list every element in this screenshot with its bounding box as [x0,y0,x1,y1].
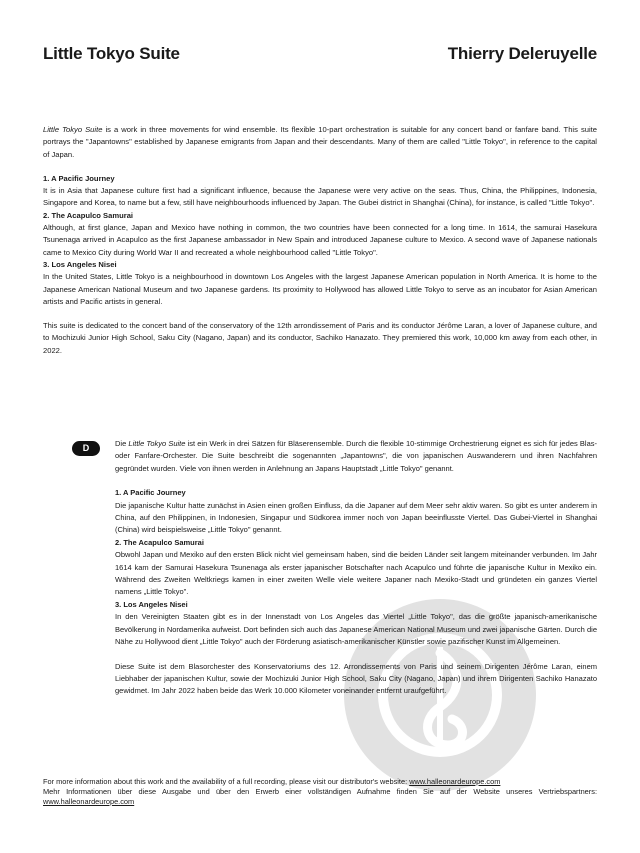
page-footer [43,777,597,807]
english-section-1-text: It is in Asia that Japanese culture first had a significant influence, because the Japanese were very active on the seas. Thus, China, the Philippines, Indonesia, Singapore and Korea, to name but a few, still have neighbourhoods influenced by Japan. The Gubei district in Shanghai (China), for instance, is called "Little Tokyo". [43,186,597,208]
german-description [115,438,597,698]
footer-german [43,787,597,807]
german-dedication: Diese Suite ist dem Blasorchester des Konservatoriums des 12. Arrondissements von Paris und seinem Dirigenten Jérôme Laran, einem Liebhaber der japanischen Kultur, sowie der Mochizuki Junior High School, Saku City (Nagano, Japan) und ihrem Dirigenten Sachiko Hanazato gewidmet. Im Jahr 2022 haben beide das Werk 10.000 Kilometer voneinander entfernt uraufgeführt. [115,661,597,696]
distributor-link-german[interactable]: www.halleonardeurope.com [43,797,135,806]
german-intro-text: ist ein Werk in drei Sätzen für Bläserensemble. Durch die flexible 10-stimmige Orchestrierung eignet es sich für jedes Blas- oder Fanfare-Orchester. Die Suite beschreibt die sogenannten „Japantowns", die von japanischen Auswanderern und ihren Nachfahren gegründet wurden. Viele von ihnen werden in Anlehnung an Japans Hauptstadt „Little Tokyo" genannt. [115,439,598,473]
english-intro [43,124,597,161]
english-section-1-title: 1. A Pacific Journey [43,173,115,183]
footer-german-text: Mehr Informationen über diese Ausgabe und über den Erwerb einer vollständigen Aufnahme finden Sie auf der Website unseres Vertriebspartners: [43,787,597,796]
english-description [43,124,597,357]
german-section-2-title: 2. The Acapulco Samurai [115,537,204,547]
german-section-3-text: In den Vereinigten Staaten gibt es in der Innenstadt von Los Angeles das Viertel „Little Tokyo", das die größte japanisch-amerikanische Bevölkerung in Nordamerika aufweist. Dort befinden sich auch das Japanese American National Museum und zwei japanische Gärten. Durch die Nähe zu Hollywood dient „Little Tokyo" auch der Förderung asiatisch-amerikanischer Künstler sowie pazifischer Kunst im Allgemeinen. [115,612,597,647]
footer-english [43,777,597,787]
english-section-3-text: In the United States, Little Tokyo is a neighbourhood in downtown Los Angeles with the largest Japanese American population in North America. It is home to the Japanese American National Museum and two Japanese gardens. Its proximity to Hollywood has allowed Little Tokyo to serve as an incubator for Asian American artists and Pacific artists in general. [43,272,597,306]
english-dedication: This suite is dedicated to the concert band of the conservatory of the 12th arrondissement of Paris and its conductor Jérôme Laran, a lover of Japanese culture, and to Mochizuki Junior High School, Saku City (Nagano, Japan) and its conductor, Sachiko Hanazato. They premiered this work, 10,000 km away from each other, in 2022. [43,321,597,355]
german-section-1-text: Die japanische Kultur hatte zunächst in Asien einen großen Einfluss, da die Japaner auf dem Meer sehr aktiv waren. So gibt es unter anderem in China, auf den Philippinen, in Indonesien, Singapur und Südkorea immer noch von Japan beeinflusste Viertel. Das Gubei-Viertel in Shanghai (China) wird beispielsweise „Little Tokyo" genannt. [115,500,597,535]
distributor-link-english[interactable]: www.halleonardeurope.com [409,777,501,786]
footer-english-text: For more information about this work and the availability of a full recording, please visit our distributor's website: [43,777,410,786]
german-section-3-title: 3. Los Angeles Nisei [115,599,188,609]
german-language-badge: D [72,441,100,456]
english-section-2-text: Although, at first glance, Japan and Mexico have nothing in common, the two countries have been connected for a long time. In 1614, the samurai Hasekura Tsunenaga arrived in Acapulco as the first Japanese ambassador in New Spain and introduced Japanese culture to Mexico. A second wave of Japanese nationals came to Mexico City during World War II and recreated a whole neighbourhood called "Little Tokyo". [43,223,597,257]
work-title: Little Tokyo Suite [43,44,180,63]
german-intro-title: Little Tokyo Suite [128,439,186,448]
english-section-3-title: 3. Los Angeles Nisei [43,259,117,269]
german-intro [115,438,597,475]
german-section-1-title: 1. A Pacific Journey [115,488,186,498]
english-intro-title: Little Tokyo Suite [43,125,103,134]
page-header [43,44,597,64]
german-section-2-text: Obwohl Japan und Mexiko auf den ersten Blick nicht viel gemeinsam haben, sind die beiden Länder seit langem miteinander verbunden. Im Jahr 1614 kam der Samurai Hasekura Tsunenaga als erster japanischer Botschafter nach Acapulco und führte die japanische Kultur in Mexiko ein. Während des Zweiten Weltkriegs kamen in einer zweiten Welle viele weitere Japaner nach Mexiko-Stadt und gründeten ein ganzes Viertel namens „Little Tokyo". [115,550,597,597]
english-section-2-title: 2. The Acapulco Samurai [43,210,134,220]
composer-name: Thierry Deleruyelle [447,44,597,63]
german-intro-prefix: Die [115,439,129,448]
english-intro-text: is a work in three movements for wind ensemble. Its flexible 10-part orchestration is suitable for any concert band or fanfare band. This suite portrays the "Japantowns" established by Japanese emigrants from Japan and their descendants. Many of them are called "Little Tokyo", in reference to the capital of Japan. [43,125,597,159]
